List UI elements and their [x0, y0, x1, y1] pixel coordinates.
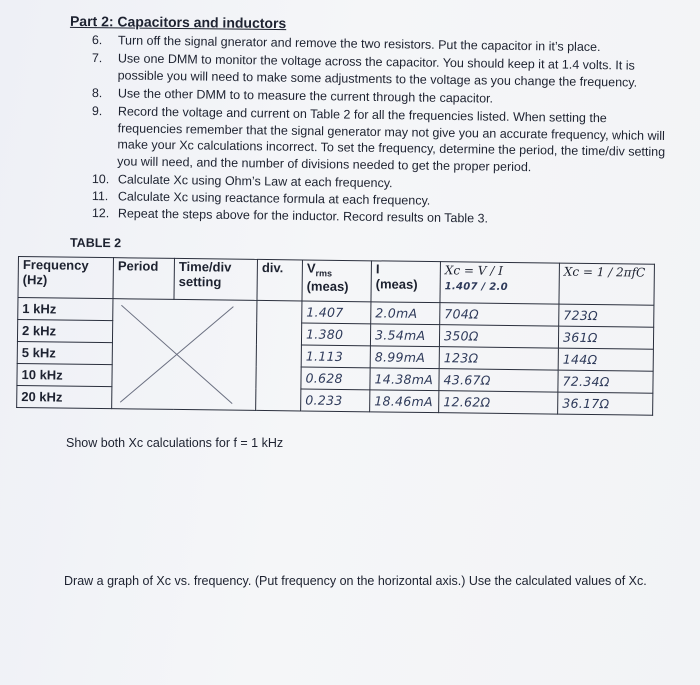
cell-xc-ohm: 12.62Ω	[439, 391, 558, 414]
note-show-calculations: Show both Xc calculations for f = 1 kHz	[66, 436, 284, 450]
step-number: 9.	[91, 103, 103, 119]
header-current-meas: (meas)	[375, 276, 418, 292]
step-text: Calculate Xc using Ohm’s Law at each frequency.	[117, 172, 393, 191]
cell-xc-formula: 72.34Ω	[558, 370, 653, 393]
cell-xc-formula: 361Ω	[558, 326, 653, 349]
table-2	[16, 256, 655, 416]
header-period-label: Period	[117, 258, 159, 274]
cell-voltage: 0.233	[301, 389, 370, 412]
cell-xc-ohm: 350Ω	[439, 325, 558, 348]
header-period	[113, 258, 174, 300]
cell-current: 8.99mA	[370, 346, 439, 369]
step-number: 11.	[91, 188, 109, 204]
cell-voltage: 1.380	[301, 323, 370, 346]
step-number: 8.	[91, 85, 103, 101]
step-number: 6.	[91, 32, 103, 48]
header-vrms	[302, 260, 371, 302]
step-text: Record the voltage and current on Table 2 for all the frequencies listed. When setting the frequencies remember that the signal generator may not give you an accurate frequency, which will make your Xc calculations incorrect. To set the frequency, determine the period, the time/div setting you will need, and the number of divisions needed to get the proper period.	[117, 104, 666, 174]
step-text: Calculate Xc using reactance formula at each frequency.	[117, 189, 431, 208]
cell-xc-ohm: 123Ω	[439, 347, 558, 370]
header-vrms-v: V	[306, 260, 316, 276]
header-xc-formula	[559, 263, 654, 305]
part-heading: Part 2: Capacitors and inductors	[69, 12, 287, 32]
header-timediv	[174, 258, 257, 300]
cell-voltage: 0.628	[301, 367, 370, 390]
cell-voltage: 1.407	[302, 301, 371, 324]
crossed-out-cells	[112, 299, 257, 411]
header-vrms-meas: (meas)	[306, 278, 349, 294]
header-xc-ohm-note: 1.407 / 2.0	[444, 281, 508, 293]
cell-div-empty	[256, 300, 302, 411]
step-text: Repeat the steps above for the inductor. Record results on Table 3.	[117, 206, 489, 226]
header-current	[371, 261, 440, 303]
header-current-i: I	[375, 261, 380, 277]
step-number: 10.	[91, 171, 110, 187]
header-frequency	[18, 257, 113, 299]
header-div-label: div.	[261, 259, 284, 276]
cell-voltage: 1.113	[301, 345, 370, 368]
cell-frequency: 20 kHz	[17, 385, 112, 408]
table-caption: TABLE 2	[69, 235, 122, 251]
step-7	[92, 50, 672, 91]
step-text: Use one DMM to monitor the voltage across the capacitor. You should keep it at 1.4 volts. It is possible you will need to make some adjustments to the voltage as you change the frequency.	[117, 51, 638, 90]
header-div	[257, 259, 302, 301]
header-frequency-label: Frequency	[22, 257, 89, 273]
header-xc-formula-text: Xc = 1 / 2πfC	[563, 264, 646, 280]
cell-xc-formula: 36.17Ω	[558, 392, 653, 415]
header-xc-ohm-formula: Xc = V / I	[444, 263, 503, 278]
step-number: 12.	[91, 205, 110, 221]
cell-current: 2.0mA	[371, 302, 440, 325]
step-number: 7.	[91, 50, 103, 66]
cell-xc-ohm: 704Ω	[440, 303, 559, 326]
step-text: Use the other DMM to to measure the current through the capacitor.	[117, 86, 494, 106]
note-draw-graph: Draw a graph of Xc vs. frequency. (Put frequency on the horizontal axis.) Use the calculated values of Xc.	[64, 574, 647, 588]
cell-current: 3.54mA	[370, 324, 439, 347]
cell-xc-formula: 723Ω	[559, 304, 654, 327]
cell-current: 18.46mA	[370, 390, 439, 413]
header-frequency-unit: (Hz)	[22, 272, 48, 288]
header-vrms-sub: rms	[315, 268, 333, 279]
cross-out-mark	[112, 301, 243, 408]
header-timediv-sub: setting	[178, 273, 222, 290]
cell-frequency: 2 kHz	[17, 320, 112, 343]
cell-frequency: 10 kHz	[17, 363, 112, 386]
cell-frequency: 1 kHz	[18, 298, 113, 321]
cell-frequency: 5 kHz	[17, 341, 112, 364]
header-timediv-label: Time/div	[178, 258, 232, 275]
cell-xc-ohm: 43.67Ω	[439, 369, 558, 392]
step-text: Turn off the signal gnerator and remove the two resistors. Put the capacitor in it’s place.	[117, 33, 601, 55]
cell-xc-formula: 144Ω	[558, 348, 653, 371]
header-xc-ohm	[440, 262, 559, 304]
step-9	[91, 103, 672, 177]
cell-current: 14.38mA	[370, 368, 439, 391]
